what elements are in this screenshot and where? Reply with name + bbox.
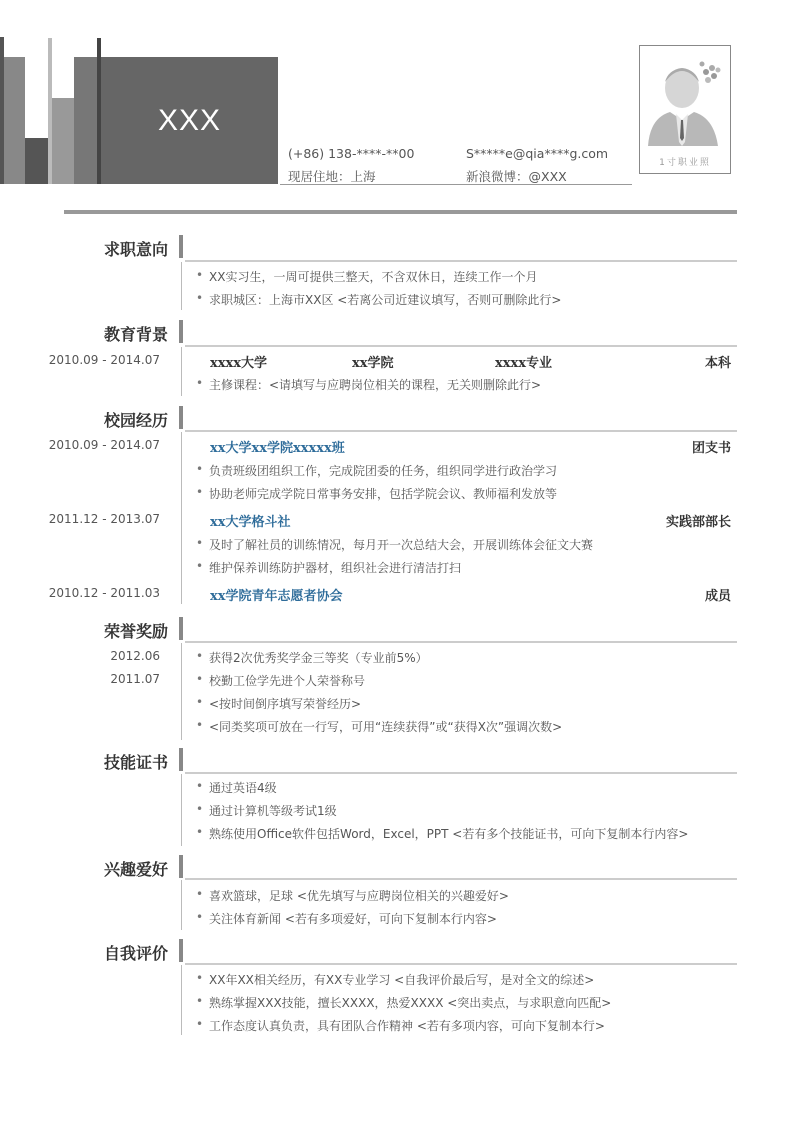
campus-date: 2011.12 - 2013.07: [48, 512, 160, 526]
major-name: xxxx专业: [495, 356, 553, 371]
list-item: • 通过计算机等级考试1级: [197, 802, 337, 819]
campus-org: xx大学格斗社: [210, 515, 291, 530]
section-marker: [179, 320, 183, 343]
list-item: • 喜欢篮球，足球 <优先填写与应聘岗位相关的兴趣爱好>: [197, 887, 509, 904]
phone-text: (+86) 138-****-**00: [288, 146, 415, 161]
header-rule: [64, 210, 737, 214]
campus-org: xx大学xx学院xxxxx班: [210, 441, 345, 456]
section-rule: [185, 963, 737, 965]
section-rule: [185, 878, 737, 880]
list-item: • 熟练掌握XXX技能，擅长XXXX，热爱XXXX <突出卖点，与求职意向匹配>: [197, 994, 611, 1011]
timeline-line: [181, 643, 182, 740]
timeline-line: [181, 774, 182, 846]
timeline-line: [181, 432, 182, 604]
list-item: • 校勤工俭学先进个人荣誉称号: [197, 672, 365, 689]
honor-date: 2012.06: [110, 649, 160, 663]
section-rule: [185, 641, 737, 643]
campus-date: 2010.09 - 2014.07: [48, 438, 160, 452]
list-item: • 维护保养训练防护器材，组织社会进行清洁打扫: [197, 559, 461, 576]
section-marker: [179, 235, 183, 258]
section-rule: [185, 345, 737, 347]
list-item: • 熟练使用Office软件包括Word，Excel，PPT <若有多个技能证书，可向下复制本行内容>: [197, 825, 688, 842]
section-rule: [185, 260, 737, 262]
section-marker: [179, 939, 183, 962]
section-marker: [179, 855, 183, 878]
campus-org: xx学院青年志愿者协会: [210, 589, 343, 604]
list-item: • XX年XX相关经历，有XX专业学习 <自我评价最后写，是对全文的综述>: [197, 971, 594, 988]
section-rule: [185, 772, 737, 774]
campus-role: 团支书: [691, 441, 731, 456]
campus-date: 2010.12 - 2011.03: [48, 586, 160, 600]
list-item: • 负责班级团组织工作，完成院团委的任务，组织同学进行政治学习: [197, 462, 557, 479]
residence-text: 现居住地：上海: [288, 169, 376, 184]
campus-role: 成员: [704, 589, 731, 604]
profile-photo: [639, 45, 731, 174]
list-item: • <按时间倒序填写荣誉经历>: [197, 695, 361, 712]
section-marker: [179, 748, 183, 771]
section-title-objective: 求职意向: [103, 240, 168, 259]
weibo-text: 新浪微博：@XXX: [466, 169, 567, 184]
candidate-name: XXX: [157, 104, 222, 137]
timeline-line: [181, 965, 182, 1035]
education-date: 2010.09 - 2014.07: [48, 353, 160, 367]
timeline-line: [181, 347, 182, 396]
list-item: • <同类奖项可放在一行写，可用“连续获得”或“获得X次”强调次数>: [197, 718, 562, 735]
list-item: • 协助老师完成学院日常事务安排，包括学院会议、教师福利发放等: [197, 485, 557, 502]
timeline-line: [181, 262, 182, 310]
list-item: • 通过英语4级: [197, 779, 277, 796]
section-title-honors: 荣誉奖励: [103, 622, 168, 641]
section-title-education: 教育背景: [103, 325, 168, 344]
section-marker: [179, 617, 183, 640]
list-item: • 关注体育新闻 <若有多项爱好，可向下复制本行内容>: [197, 910, 497, 927]
section-title-hobbies: 兴趣爱好: [103, 860, 168, 879]
section-rule: [185, 430, 737, 432]
section-marker: [179, 406, 183, 429]
section-title-campus: 校园经历: [103, 411, 168, 430]
contact-divider: [280, 184, 632, 185]
list-item: • 及时了解社员的训练情况，每月开一次总结大会，开展训练体会征文大赛: [197, 536, 593, 553]
section-title-skills: 技能证书: [103, 753, 168, 772]
section-title-self: 自我评价: [103, 944, 168, 963]
list-item: • 主修课程：<请填写与应聘岗位相关的课程，无关则删除此行>: [197, 376, 541, 393]
list-item: • 工作态度认真负责，具有团队合作精神 <若有多项内容，可向下复制本行>: [197, 1017, 605, 1034]
campus-role: 实践部部长: [665, 515, 731, 530]
list-item: • XX实习生，一周可提供三整天，不含双休日，连续工作一个月: [197, 268, 537, 285]
list-item: • 获得2次优秀奖学金三等奖（专业前5%）: [197, 649, 428, 666]
timeline-line: [181, 880, 182, 930]
school-name: xxxx大学: [210, 356, 268, 371]
photo-caption: 1寸职业照: [659, 158, 711, 168]
degree-text: 本科: [704, 356, 731, 371]
avatar-placeholder-icon: [640, 46, 730, 156]
email-text: S*****e@qia****g.com: [466, 146, 609, 161]
honor-date: 2011.07: [110, 672, 160, 686]
list-item: • 求职城区：上海市XX区 <若离公司近建议填写，否则可删除此行>: [197, 291, 561, 308]
college-name: xx学院: [352, 356, 394, 371]
